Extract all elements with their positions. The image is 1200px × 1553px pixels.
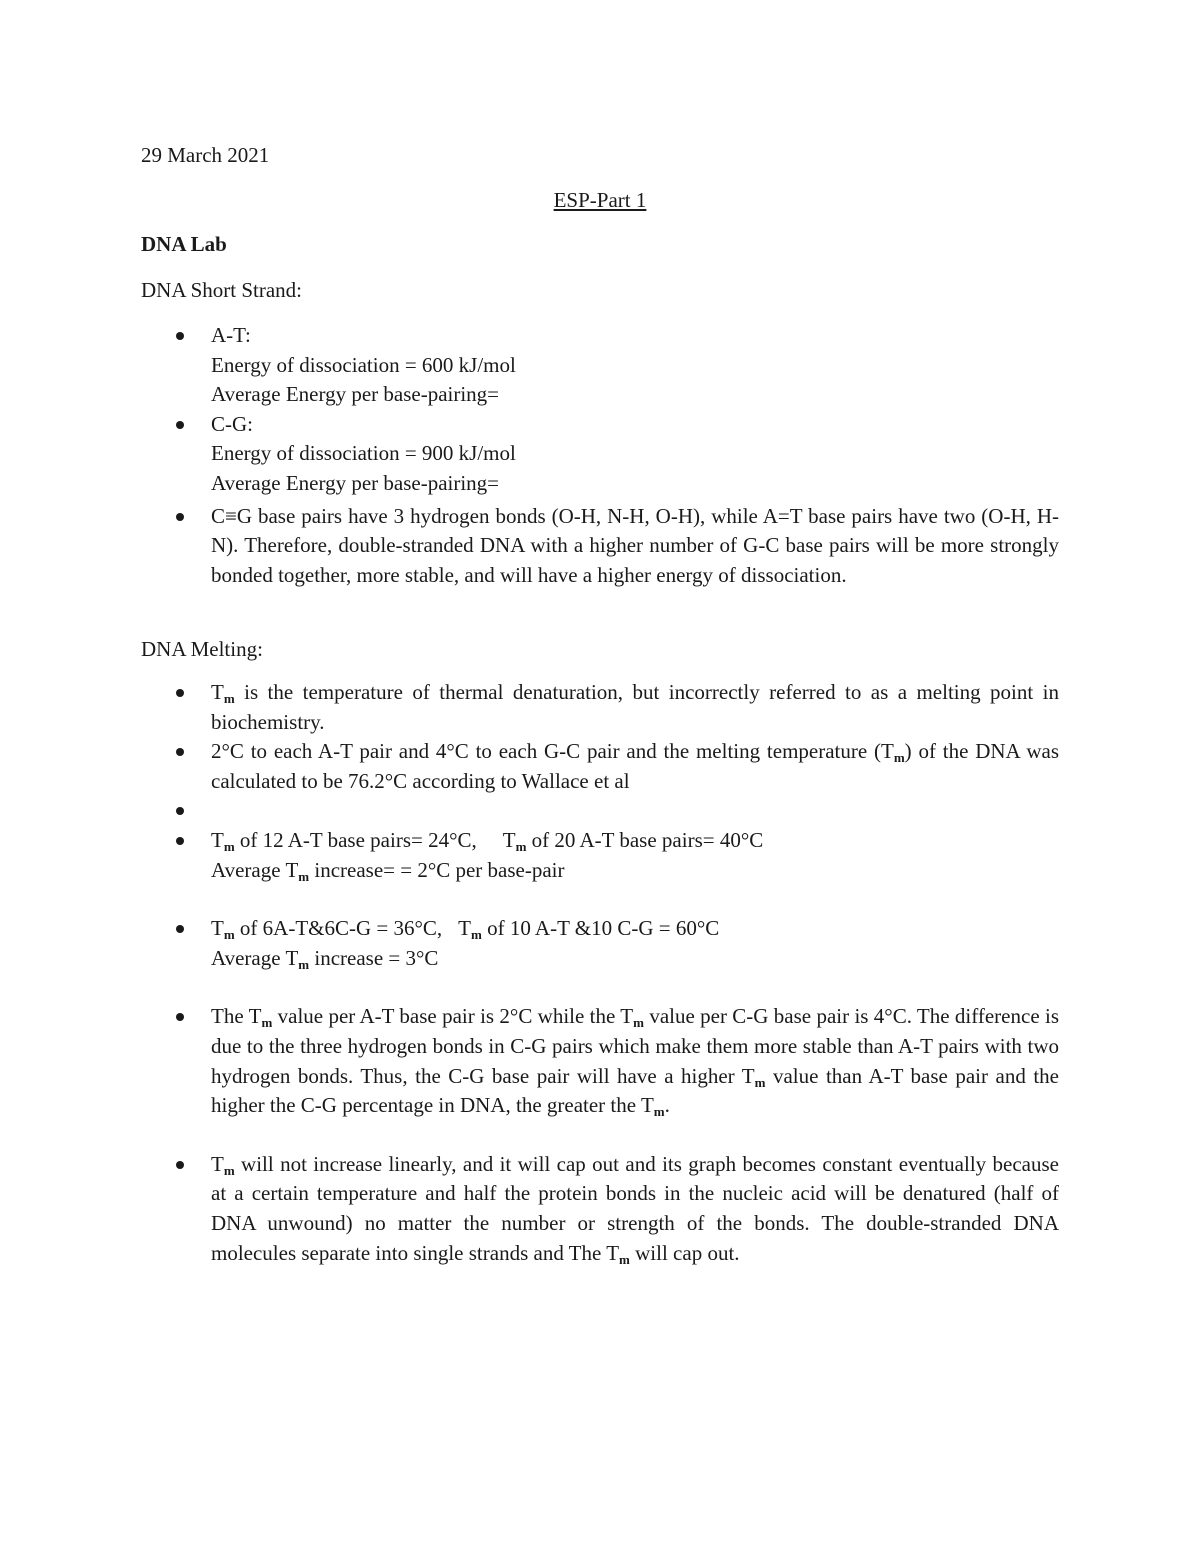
list-item-empty (211, 796, 1059, 826)
melting-list (211, 678, 1059, 1268)
melting-label: DNA Melting: (141, 637, 263, 661)
at-energy: Energy of dissociation = 600 kJ/mol (211, 352, 516, 377)
list-item (211, 410, 1059, 499)
at-average: Average Energy per base-pairing= (211, 382, 500, 407)
list-item (211, 321, 1059, 410)
cg-label: C-G: (211, 411, 253, 436)
hbond-text: C≡G base pairs have 3 hydrogen bonds (O-H, N-H, O-H), while A=T base pairs have two (O-H, H-N). Therefore, double-stranded DNA with a higher number of G-C base pairs will be more strongly bonded together, more stable, and will have a higher energy of dissociation. (211, 503, 1059, 587)
list-item (211, 502, 1059, 591)
list-item: $T_m$ of 6A-T&6C-G = 36°C, $T_m$ of 10 A-T &10 C-G = 60°C Average $T_m$ increase = 3°C (211, 914, 1059, 1002)
list-item: $T_m$ is the temperature of thermal denaturation, but incorrectly referred to as a melting point in biochemistry. (211, 678, 1059, 737)
document-date: 29 March 2021 (141, 143, 270, 167)
at-label: A-T: (211, 323, 251, 347)
short-strand-list (211, 321, 1059, 590)
cg-average: Average Energy per base-pairing= (211, 470, 500, 495)
cg-energy: Energy of dissociation = 900 kJ/mol (211, 441, 516, 466)
list-item: $T_m$ of 12 A-T base pairs= 24°C, $T_m$ of 20 A-T base pairs= 40°C Average $T_m$ increase= = 2°C per base-pair (211, 826, 1059, 914)
list-item: The $T_m$ value per A-T base pair is 2°C while the $T_m$ value per C-G base pair is 4°C. The difference is due to the three hydrogen bonds in C-G pairs which make them more stable than A-T pairs with two hydrogen bonds. Thus, the C-G base pair will have a higher $T_m$ value than A-T base pair and the higher the C-G percentage in DNA, the greater the $T_m$. (211, 1002, 1059, 1149)
list-item: 2°C to each A-T pair and 4°C to each G-C pair and the melting temperature $(T_m)$ of the DNA was calculated to be 76.2°C according to Wallace et al (211, 737, 1059, 796)
short-strand-label: DNA Short Strand: (141, 278, 303, 302)
document-title: ESP-Part 1 (553, 188, 647, 212)
list-item: $T_m$ will not increase linearly, and it will cap out and its graph becomes constant eventually because at a certain temperature and half the protein bonds in the nucleic acid will be denatured (half of DNA unwound) no matter the number or strength of the bonds. The double-stranded DNA molecules separate into single strands and The $T_m$ will cap out. (211, 1151, 1059, 1267)
section-heading: DNA Lab (141, 232, 227, 256)
